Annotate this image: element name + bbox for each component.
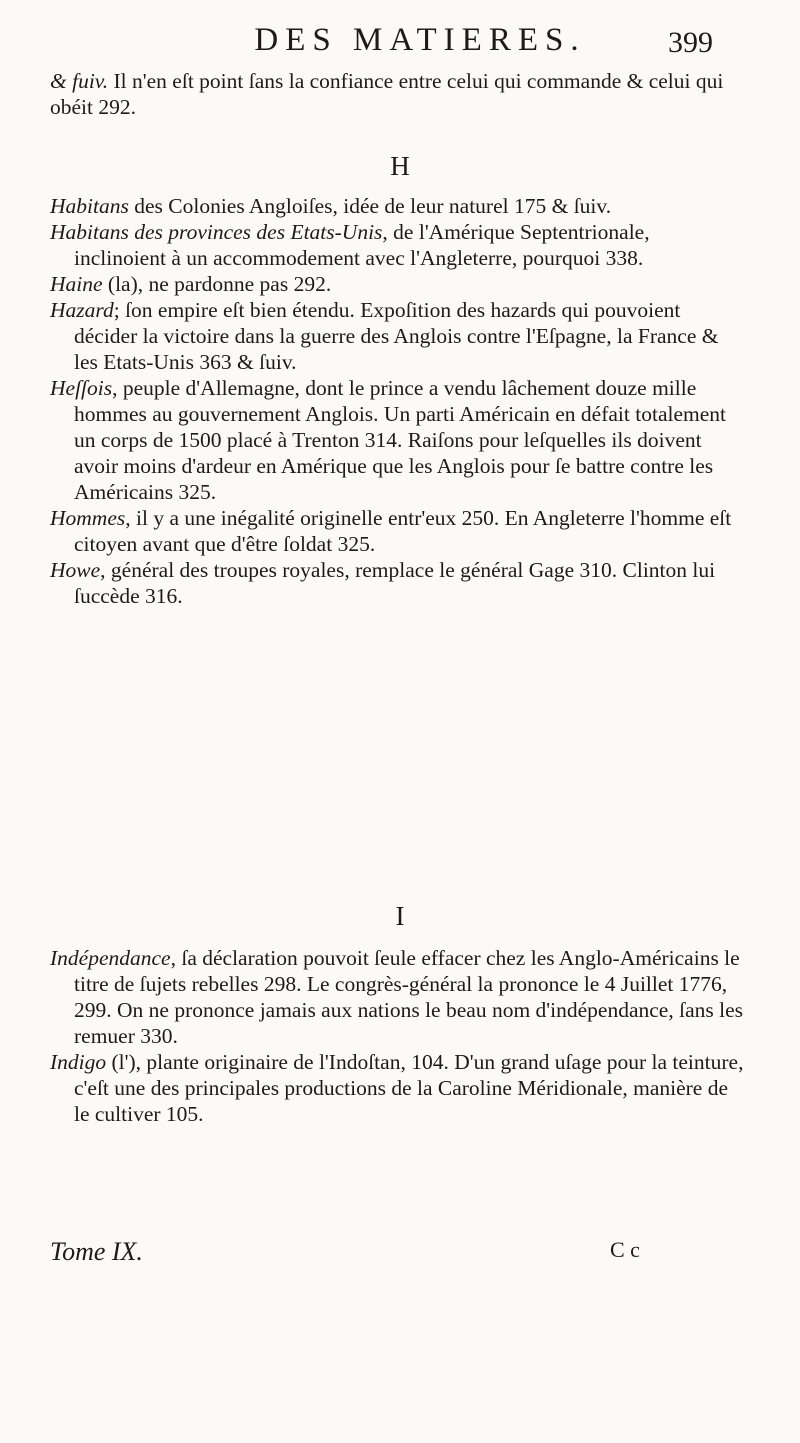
index-entry: [50, 945, 746, 1049]
entry-head: Hazard: [50, 298, 114, 322]
entry-head: Indigo: [50, 1050, 107, 1074]
page-number: 399: [668, 26, 713, 59]
entry-head: Howe: [50, 558, 101, 582]
entry-text: des Colonies Angloiſes, idée de leur naturel 175 & ſuiv.: [128, 194, 612, 218]
index-entry: [50, 557, 746, 609]
entry-text: (la), ne pardonne pas 292.: [102, 272, 332, 296]
section-letter-i: I: [395, 901, 405, 931]
index-entry: [50, 1049, 746, 1127]
index-entry: [50, 375, 746, 505]
entry-head: Heſſois: [50, 376, 113, 400]
entry-text: , il y a une inégalité originelle entr'eux 250. En Angleterre l'homme eſt citoyen avant que d'être ſoldat 325.: [74, 506, 732, 556]
section-letter-h: H: [390, 151, 410, 181]
continued-entry-text: Il n'en eſt point ſans la confiance entre celui qui commande & celui qui obéit 292.: [50, 69, 724, 119]
entry-text: , général des troupes royales, remplace le général Gage 310. Clinton lui ſuccède 316.: [74, 558, 716, 608]
index-entry: [50, 271, 746, 297]
index-entry: [50, 219, 746, 271]
entry-head: Indépendance: [50, 946, 171, 970]
index-section-i: [50, 945, 746, 1127]
volume-label: Tome IX.: [50, 1237, 143, 1266]
entry-text: , ſa déclaration pouvoit ſeule effacer chez les Anglo-Américains le titre de ſujets rebelles 298. Le congrès-général la prononce le 4 Juillet 1776, 299. On ne prononce jamais aux nations le beau nom d'indépendance, ſans les remuer 330.: [74, 946, 743, 1048]
running-header: DES MATIERES.: [254, 22, 586, 58]
index-entry: [50, 297, 746, 375]
entry-text: ; ſon empire eſt bien étendu. Expoſition des hazards qui pouvoient décider la victoire dans la guerre des Anglois contre l'Eſpagne, la France & les Etats-Unis 363 & ſuiv.: [74, 298, 719, 374]
index-section-h: [50, 193, 746, 609]
entry-text: , de l'Amérique Septentrionale, inclinoient à un accommodement avec l'Angleterre, pourquoi 338.: [74, 220, 650, 270]
entry-head: Habitans des provinces des Etats-Unis: [50, 220, 383, 244]
index-entry: [50, 193, 746, 219]
entry-text: (l'), plante originaire de l'Indoſtan, 104. D'un grand uſage pour la teinture, c'eſt une des principales productions de la Caroline Méridionale, manière de le cultiver 105.: [74, 1050, 744, 1126]
printer-signature: C c: [610, 1237, 640, 1262]
entry-head: Habitans: [50, 194, 129, 218]
entry-head: Haine: [50, 272, 103, 296]
continued-entry-prefix: & fuiv.: [50, 69, 109, 93]
continued-entry: [50, 68, 746, 120]
entry-head: Hommes: [50, 506, 126, 530]
index-entry: [50, 505, 746, 557]
entry-text: , peuple d'Allemagne, dont le prince a vendu lâchement douze mille hommes au gouvernement Anglois. Un parti Américain en défait totalement un corps de 1500 placé à Trenton 314. Raiſons pour leſquelles ils doivent avoir moins d'ardeur en Amérique que les Anglois pour ſe battre contre les Américains 325.: [74, 376, 726, 504]
